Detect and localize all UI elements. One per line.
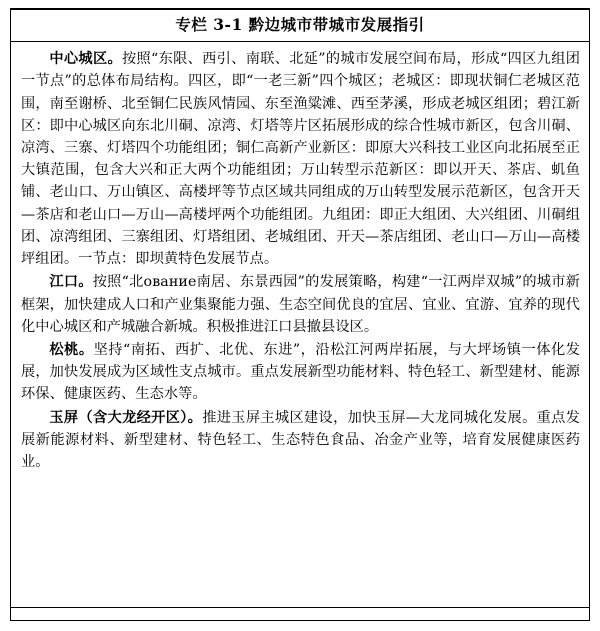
- paragraph-text: 推进玉屏主城区建设，加快玉屏—大龙同城化发展。重点发展新能源材料、新型建材、特色轻工、生态特色食品、冶金产业等，培育发展健康医药业。: [21, 409, 580, 471]
- feature-box: [10, 8, 590, 608]
- paragraph-lead: 松桃。: [49, 341, 94, 358]
- page-title: 专栏 3-1 黔边城市带城市发展指引: [175, 15, 425, 34]
- paragraph-lead: 中心城区。: [49, 51, 122, 68]
- box-body: [11, 42, 589, 473]
- paragraph-text: 坚持“南拓、西扩、北优、东进”，沿松江河两岸拓展，与大坪场镇一体化发展，加快发展成为区域性支点城市。重点发展新型功能材料、特色轻工、新型建材、能源环保、健康医药、生态水等。: [21, 341, 580, 403]
- paragraph-yuping: [21, 407, 580, 474]
- box-title-bar: [11, 10, 589, 42]
- paragraph-lead: 玉屏（含大龙经开区）。: [49, 409, 203, 426]
- paragraph-central-district: [21, 48, 580, 270]
- paragraph-text: 按照“北ование南居、东景西园”的发展策略，构建“一江两岸双城”的城市新框架，加快建成人口和产业集聚能力强、生态空间优良的宜居、宜业、宜游、宜养的现代化中心城区和产城融合新城。积极推进江口县撤县设区。: [21, 274, 580, 335]
- paragraph-lead: 江口。: [49, 274, 93, 291]
- paragraph-text: 按照“东限、西引、南联、北延”的城市发展空间布局，形成“四区九组团一节点”的总体布局结构。四区，即“一老三新”四个城区；老城区：即现状铜仁老城区范围，南至谢桥、北至铜仁民族风情园、东至渔粱滩、西至茅溪，形成老城区组团；碧江新区：即中心城区向东北川硐、凉湾、灯塔等片区拓展形成的综合性城市新区，包含川硐、凉湾、三寨、灯塔四个功能组团；铜仁高新产业新区：即原大兴科技工业区向北拓展至正大镇范围，包含大兴和正大两个功能组团；万山转型示范新区：即以开天、茶店、虮鱼铺、老山口、万山镇区、高楼坪等节点区域共同组成的万山转型发展示范新区，包含开天—茶店和老山口—万山—高楼坪两个功能组团。九组团：即正大组团、大兴组团、川硐组团、凉湾组团、三寨组团、灯塔组团、老城组团、开天—茶店组团、老山口—万山—高楼坪组团。一节点：即坝黄特色发展节点。: [21, 51, 580, 268]
- paragraph-jiangkou: [21, 271, 580, 338]
- box-bottom-rule: [10, 620, 590, 621]
- paragraph-songtao: [21, 339, 580, 406]
